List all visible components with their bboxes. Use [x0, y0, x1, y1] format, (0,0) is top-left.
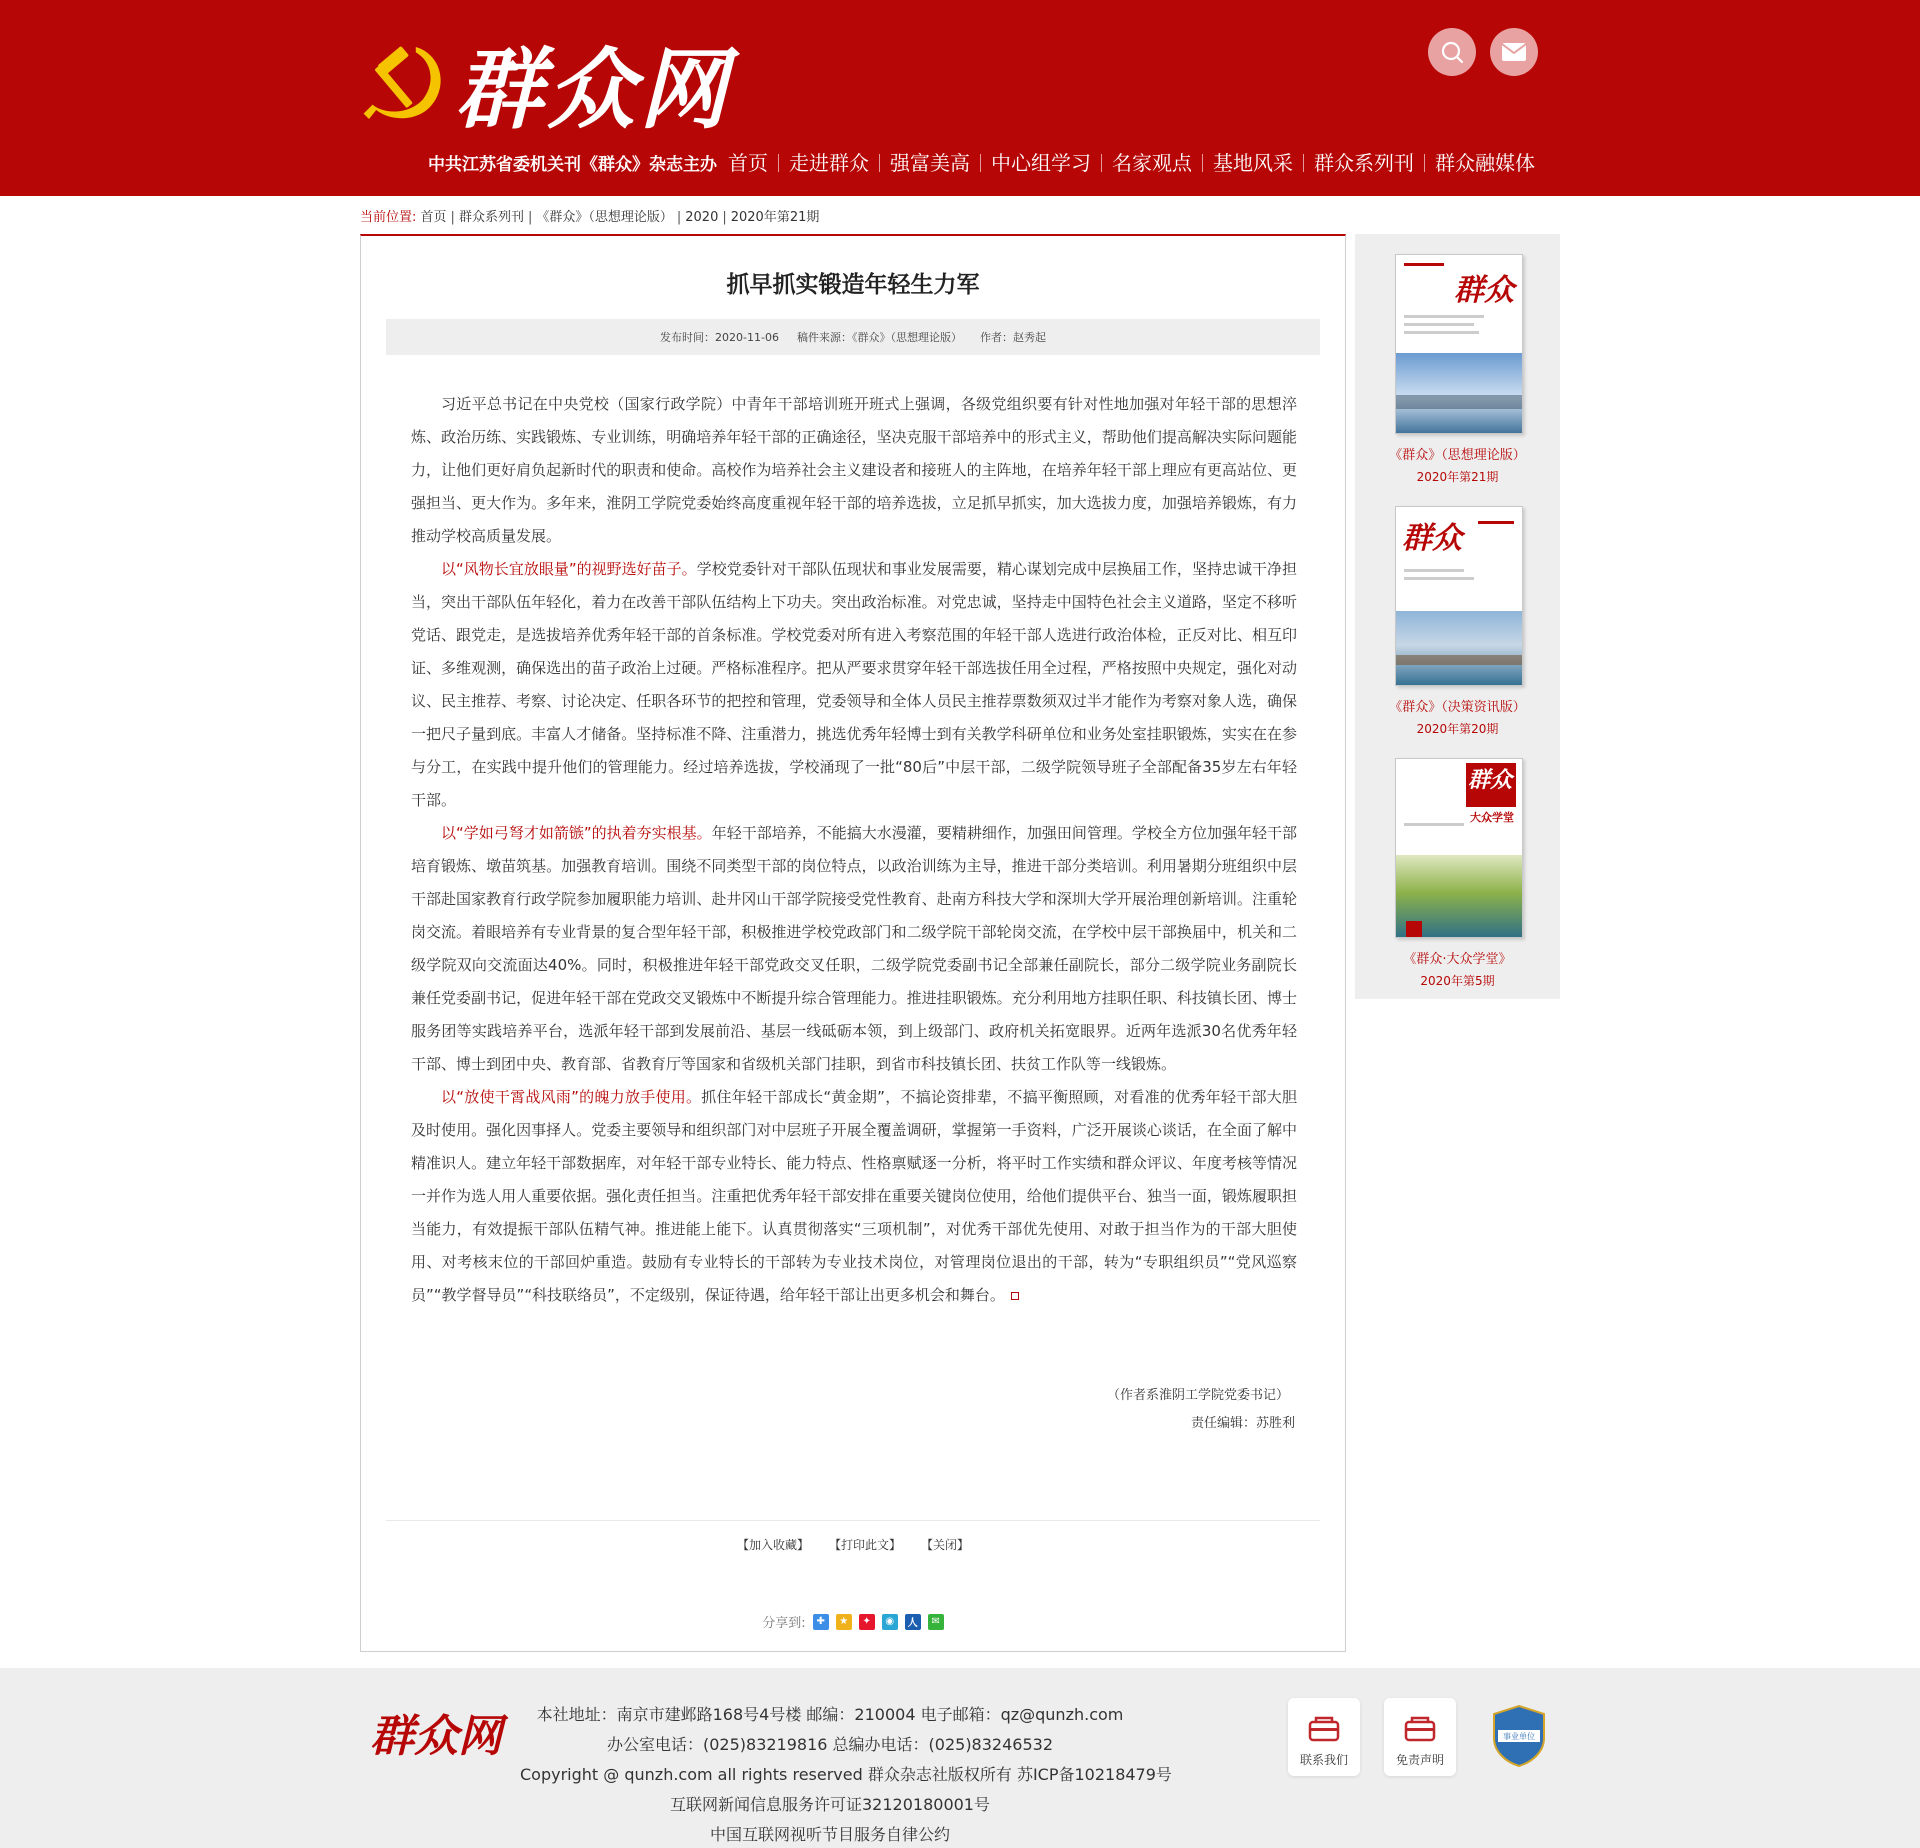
paragraph-text: 年轻干部培养，不能搞大水漫灌，要精耕细作，加强田间管理。学校全方位加强年轻干部培育锻炼、墩苗筑基。加强教育培训。围绕不同类型干部的岗位特点，以政治训练为主导，推进干部分类培训。利用暑期分班组织中层干部赴国家教育行政学院参加履职能力培训、赴井冈山干部学院接受党性教育、赴南方科技大学和深圳大学开展治理创新培训。注重轮岗交流。着眼培养有专业背景的复合型年轻干部，积极推进学校党政部门和二级学院干部轮岗交流，在学校中层干部换届中，机关和二级学院双向交流面达40%。同时，积极推进年轻干部党政交叉任职，二级学院党委副书记全部兼任副院长，部分二级学院业务副院长兼任党委副书记，促进年轻干部在党政交叉锻炼中不断提升综合管理能力。推进挂职锻炼。充分利用地方挂职任职、科技镇长团、博士服务团等实践培养平台，选派年轻干部到发展前沿、基层一线砥砺本领，到上级部门、政府机关拓宽眼界。近两年选派30名优秀年轻干部、博士到团中央、教育部、省教育厅等国家和省级机关部门挂职，到省市科技镇长团、扶贫工作队等一线锻炼。	[411, 824, 1297, 1073]
paragraph-text: 抓住年轻干部成长“黄金期”，不搞论资排辈，不搞平衡照顾，对看准的优秀年轻干部大胆及时使用。强化因事择人。党委主要领导和组织部门对中层班子开展全覆盖调研，掌握第一手资料，广泛开展谈心谈话，在全面了解中精准识人。建立年轻干部数据库，对年轻干部专业特长、能力特点、性格禀赋逐一分析，将平时工作实绩和群众评议、年度考核等情况一并作为选人用人重要依据。强化责任担当。注重把优秀年轻干部安排在重要关键岗位使用，给他们提供平台、独当一面，锻炼履职担当能力，有效提振干部队伍精气神。推进能上能下。认真贯彻落实“三项机制”，对优秀干部优先使用、对敢于担当作为的干部大胆使用、对考核末位的干部回炉重造。鼓励有专业特长的干部转为专业技术岗位，对管理岗位退出的干部，转为“专职组织员”“党风巡察员”“教学督导员”“科技联络员”，不定级别，保证待遇，给年轻干部让出更多机会和舞台。	[411, 1088, 1298, 1304]
nav-about[interactable]: 走进群众	[789, 151, 869, 175]
cover-title: 群众	[1454, 273, 1514, 308]
gov-unit-badge[interactable]	[1492, 1704, 1546, 1768]
author-note: （作者系淮阴工学院党委书记）	[1106, 1388, 1289, 1403]
end-mark-icon	[1011, 1292, 1019, 1300]
share-renren-icon[interactable]: 人	[905, 1614, 921, 1630]
mail-icon	[1501, 42, 1527, 62]
contact-icon	[1307, 1713, 1341, 1743]
nav-base[interactable]: 基地风采	[1213, 151, 1293, 175]
hammer-sickle-icon	[360, 38, 450, 128]
article-paragraph	[411, 388, 1297, 553]
paragraph-lead: 以“学如弓弩才如箭镞”的执着夯实根基。	[441, 824, 712, 842]
share-label: 分享到:	[762, 1616, 806, 1631]
breadcrumb-magazine[interactable]: 《群众》（思想理论版）	[536, 210, 673, 225]
site-logo[interactable]: 群众网	[455, 37, 732, 141]
nav-qiangfu[interactable]: 强富美高	[890, 151, 970, 175]
share-tencent-icon[interactable]: ◉	[882, 1614, 898, 1630]
magazine-cover[interactable]	[1395, 254, 1523, 434]
breadcrumb-series[interactable]: 群众系列刊	[458, 210, 524, 225]
disclaimer-icon	[1403, 1713, 1437, 1743]
footer-logo[interactable]: 群众网	[370, 1711, 502, 1762]
mail-button[interactable]	[1490, 28, 1538, 76]
magazine-cover[interactable]	[1395, 758, 1523, 938]
magazine-sidebar	[1355, 234, 1560, 999]
paragraph-lead: 以“放使干霄战风雨”的魄力放手使用。	[441, 1088, 702, 1106]
footer-phone: 办公室电话：(025)83219816 总编办电话：(025)83246532	[606, 1735, 1053, 1754]
share-favorite-icon[interactable]: ★	[836, 1614, 852, 1630]
breadcrumb-year[interactable]: 2020	[685, 210, 719, 225]
share-bar	[361, 1612, 1345, 1631]
footer-license[interactable]: 互联网新闻信息服务许可证32120180001号	[670, 1795, 990, 1814]
magazine-issue[interactable]: 2020年第20期	[1416, 722, 1499, 736]
main-nav	[718, 146, 1545, 180]
magazine-cover[interactable]	[1395, 506, 1523, 686]
footer-info	[520, 1700, 1172, 1848]
bookmark-button[interactable]: 【加入收藏】	[736, 1538, 809, 1552]
breadcrumb: 当前位置: 首页 | 群众系列刊 | 《群众》（思想理论版） | 2020 | 2020年第21期	[360, 210, 820, 225]
article-paragraph	[411, 553, 1297, 817]
nav-series[interactable]: 群众系列刊	[1314, 151, 1414, 175]
cover-subtitle: 大众学堂	[1470, 811, 1514, 824]
magazine-card[interactable]	[1389, 506, 1526, 736]
article-actions	[361, 1536, 1345, 1553]
magazine-card[interactable]	[1389, 254, 1526, 484]
site-footer	[0, 1668, 1920, 1848]
article-panel	[360, 234, 1346, 1652]
article-author: 作者：赵秀起	[979, 331, 1046, 344]
breadcrumb-home[interactable]: 首页	[420, 210, 447, 225]
article-source: 稿件来源：《群众》（思想理论版）	[796, 331, 962, 344]
paragraph-text: 习近平总书记在中央党校（国家行政学院）中青年干部培训班开班式上强调，各级党组织要有针对性地加强对年轻干部的思想淬炼、政治历练、实践锻炼、专业训练，明确培养年轻干部的正确途径，坚决克服干部培养中的形式主义，帮助他们提高解决实际问题能力，让他们更好肩负起新时代的职责和使命。高校作为培养社会主义建设者和接班人的主阵地，在培养年轻干部上理应有更高站位、更强担当、更大作为。多年来，淮阴工学院党委始终高度重视年轻干部的培养选拔，立足抓早抓实，加大选拔力度，加强培养锻炼，有力推动学校高质量发展。	[411, 395, 1297, 545]
search-button[interactable]	[1428, 28, 1476, 76]
paragraph-text: 学校党委针对干部队伍现状和事业发展需要，精心谋划完成中层换届工作，坚持忠诚干净担当，突出干部队伍年轻化，着力在改善干部队伍结构上下功夫。突出政治标准。对党忠诚，坚持走中国特色社会主义道路，坚定不移听党话、跟党走，是选拔培养优秀年轻干部的首条标准。学校党委对所有进入考察范围的年轻干部人选进行政治体检，正反对比、相互印证、多维观测，确保选出的苗子政治上过硬。严格标准程序。把从严要求贯穿年轻干部选拔任用全过程，严格按照中央规定，强化对动议、民主推荐、考察、讨论决定、任职各环节的把控和管理，党委领导和全体人员民主推荐票数须双过半才能作为考察对象人选，确保一把尺子量到底。丰富人才储备。坚持标准不降、注重潜力，挑选优秀年轻博士到有关教学科研单位和业务处室挂职锻炼，实实在在参与分工，在实践中提升他们的管理能力。经过培养选拔，学校涌现了一批“80后”中层干部，二级学院领导班子全部配备35岁左右年轻干部。	[411, 560, 1297, 809]
article-paragraph	[411, 1081, 1297, 1312]
divider	[386, 1520, 1320, 1521]
close-button[interactable]: 【关闭】	[921, 1538, 970, 1552]
magazine-card[interactable]	[1395, 758, 1523, 988]
nav-study[interactable]: 中心组学习	[991, 151, 1091, 175]
print-button[interactable]: 【打印此文】	[828, 1538, 901, 1552]
article-meta	[386, 319, 1320, 355]
magazine-issue[interactable]: 2020年第5期	[1420, 974, 1495, 988]
share-wechat-icon[interactable]: ✉	[928, 1614, 944, 1630]
breadcrumb-label: 当前位置:	[360, 210, 417, 225]
article-title: 抓早抓实锻造年轻生力军	[726, 272, 980, 298]
publish-date: 发布时间：2020-11-06	[660, 331, 779, 344]
share-weibo-icon[interactable]: ✦	[859, 1614, 875, 1630]
magazine-issue[interactable]: 2020年第21期	[1416, 470, 1499, 484]
nav-home[interactable]: 首页	[728, 151, 768, 175]
paragraph-lead: 以“风物长宜放眼量”的视野选好苗子。	[441, 560, 697, 578]
cover-title: 群众	[1467, 767, 1512, 793]
svg-text:事业单位: 事业单位	[1503, 1732, 1535, 1741]
breadcrumb-issue[interactable]: 2020年第21期	[730, 210, 820, 225]
site-tagline: 中共江苏省委机关刊《群众》杂志主办	[428, 155, 717, 175]
footer-address: 本社地址：南京市建邺路168号4号楼 邮编：210004 电子邮箱：qz@qunzh.com	[536, 1705, 1124, 1724]
share-qzone-icon[interactable]: ✚	[813, 1614, 829, 1630]
magazine-name[interactable]: 《群众》（决策资讯版）	[1389, 700, 1526, 715]
magazine-name[interactable]: 《群众》（思想理论版）	[1389, 448, 1526, 463]
contact-us-button[interactable]	[1288, 1698, 1360, 1776]
share-icons	[806, 1614, 944, 1630]
article-body	[411, 388, 1297, 1312]
nav-views[interactable]: 名家观点	[1112, 151, 1192, 175]
site-header	[0, 0, 1920, 196]
search-icon	[1439, 39, 1465, 65]
disclaimer-button[interactable]	[1384, 1698, 1456, 1776]
cover-title: 群众	[1402, 521, 1462, 556]
nav-media[interactable]: 群众融媒体	[1435, 151, 1535, 175]
editor-note: 责任编辑：苏胜利	[1190, 1416, 1295, 1431]
contact-us-label: 联系我们	[1299, 1753, 1348, 1767]
disclaimer-label: 免责声明	[1395, 1753, 1444, 1767]
magazine-name[interactable]: 《群众·大众学堂》	[1403, 952, 1512, 967]
article-paragraph	[411, 817, 1297, 1081]
footer-convention[interactable]: 中国互联网视听节目服务自律公约	[709, 1825, 950, 1844]
footer-copyright[interactable]: Copyright @ qunzh.com all rights reserved 群众杂志社版权所有 苏ICP备10218479号	[520, 1765, 1172, 1784]
